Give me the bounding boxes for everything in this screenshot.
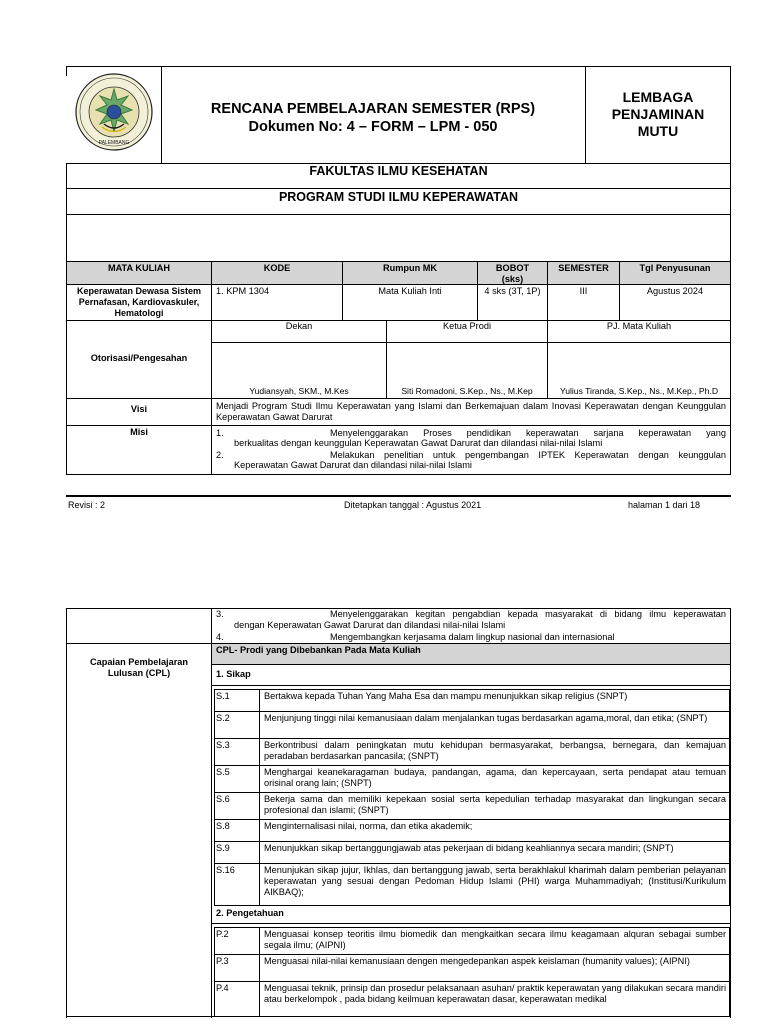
table-rule [729,792,730,819]
document-number: Dokumen No: 4 – FORM – LPM - 050 [248,119,498,135]
cpl-code: S.8 [216,821,230,831]
misi-label: Misi [130,427,148,437]
dekan-label: Dekan [285,321,313,331]
cpl-label-line1: Capaian Pembelajaran [89,657,189,667]
university-logo [74,72,154,152]
kaprodi-name: Siti Romadoni, S.Kep., Ns., M.Kep [401,386,533,396]
table-rule [214,954,730,955]
table-rule [214,1016,730,1017]
footer-halaman: halaman 1 dari 18 [628,500,701,510]
table-rule [729,819,730,841]
misi-first-2: Melakukan penelitian untuk pengembangan IPTEK Keperawatan dengan keunggulan [330,450,726,460]
col-mata-kuliah: MATA KULIAH [107,263,171,273]
institution-line3: MUTU [637,123,679,139]
otorisasi-label: Otorisasi/Pengesahan [90,353,188,363]
cpl-text: Bekerja sama dan memiliki kepekaan sosial serta kepedulian terhadap masyarakat dan lingkungan secara profesional dan islami; (SNPT) [264,794,726,815]
table-rule [214,792,215,819]
table-rule [259,954,260,981]
cpl-text: Menguasai nilai-nilai kemanusiaan dengen mengedepankan aspek keislaman (humanity values); (AIPNI) [264,956,690,966]
svg-text:PALEMBANG: PALEMBANG [98,140,130,146]
table-rule [214,841,730,842]
table-rule [259,792,260,819]
col-kode: KODE [263,263,291,273]
table-rule [259,863,260,905]
table-rule [729,927,730,954]
value-bobot: 4 sks (3T, 1P) [484,286,541,296]
value-mata-kuliah: Keperawatan Dewasa Sistem Pernafasan, Kardiovaskuler, Hematologi [76,286,202,318]
cpl-code: S.1 [216,691,230,701]
misi-rest-3: dengan Keperawatan Gawat Darurat dan dilandasi nilai-nilai Islami [234,620,506,630]
table-rule [729,954,730,981]
value-semester: III [579,286,588,296]
misi-first-3: Menyelenggarakan kegitan pengabdian kepada masyarakat di bidang ilmu keperawatan [330,609,726,619]
pj-name: Yulius Tiranda, S.Kep., Ns., M.Kep., Ph.D [559,386,719,396]
table-rule [214,765,730,766]
footer-ditetapkan: Ditetapkan tanggal : Agustus 2021 [344,500,482,510]
table-rule [214,819,215,841]
cpl-code: S.2 [216,713,230,723]
table-rule [214,905,730,906]
faculty-title: FAKULTAS ILMU KESEHATAN [309,164,488,178]
table-rule [214,765,215,792]
table-rule [259,738,260,765]
footer-revisi: Revisi : 2 [68,500,106,510]
misi-num-1: 1. [216,428,224,438]
table-rule [259,765,260,792]
table-rule [214,689,730,690]
table-rule [214,863,730,864]
cpl-label-line2: Lulusan (CPL) [107,668,171,678]
table-rule [729,689,730,711]
misi-rest-1: berkualitas dengan keunggulan Keperawatan Gawat Darurat dan dilandasi nilai-nilai Islami [234,438,603,448]
sikap-title: 1. Sikap [216,669,251,679]
cpl-code: S.5 [216,767,230,777]
col-bobot [478,263,547,285]
misi-rest-2: Keperawatan Gawat Darurat dan dilandasi nilai-nilai Islami [234,460,472,470]
cpl-text: Menjunjung tinggi nilai kemanusiaan dalam menjalankan tugas berdasarkan agama,moral, dan etika; (SNPT) [264,713,708,723]
table-rule [214,981,730,982]
cpl-text: Bertakwa kepada Tuhan Yang Maha Esa dan mampu menunjukkan sikap religius (SNPT) [264,691,628,701]
cpl-code: P.3 [216,956,229,966]
table-rule [214,711,215,738]
cpl-code: S.3 [216,740,230,750]
table-rule [214,927,730,928]
table-rule [259,711,260,738]
cpl-code: P.4 [216,983,229,993]
table-rule [729,765,730,792]
table-rule [214,981,215,1016]
cpl-text: Menguasai konsep teoritis ilmu biomedik dan mengkaitkan secara ilmu keagamaan alquran sebagai sumber segala ilmu; (AIPNI) [264,929,726,950]
cpl-text: Menginternalisasi nilai, norma, dan etika akademik; [264,821,473,831]
table-rule [211,923,731,924]
col-tgl: Tgl Penyusunan [639,263,711,273]
document-title-line1: RENCANA PEMBELAJARAN SEMESTER (RPS) [210,101,536,117]
table-rule [259,927,260,954]
table-rule [729,841,730,863]
pengetahuan-title: 2. Pengetahuan [216,908,284,918]
cpl-text: Menguasai teknik, prinsip dan prosedur pelaksanaan asuhan/ praktik keperawatan yang dilakukan secara mandiri atau berkelompok , pada bidang keilmuan keperawatan dasar, keperawatan medikal [264,983,726,1004]
table-rule [214,841,215,863]
institution-label [586,89,730,140]
table-rule [259,689,260,711]
table-rule [214,711,730,712]
table-rule [214,927,215,954]
cpl-label [67,657,211,679]
table-rule [214,689,215,711]
value-rumpun: Mata Kuliah Inti [378,286,442,296]
program-title: PROGRAM STUDI ILMU KEPERAWATAN [278,190,519,204]
value-tgl: Agustus 2024 [646,286,704,296]
misi-num-2: 2. [216,450,224,460]
table-rule [729,863,730,905]
visi-text: Menjadi Program Studi Ilmu Keperawatan yang Islami dan Berkemajuan dalam Inovasi Keperawatan dengan Keunggulan Keperawatan Gawat Darurat [216,401,726,422]
table-rule [729,981,730,1016]
cpl-code: P.2 [216,929,229,939]
table-rule [729,738,730,765]
col-bobot-line1: BOBOT [495,263,530,273]
misi-first-1: Menyelenggarakan Proses pendidikan keperawatan sarjana keperawatan yang [330,428,726,438]
table-rule [214,863,215,905]
col-rumpun: Rumpun MK [382,263,438,273]
kaprodi-label: Ketua Prodi [442,321,491,331]
table-rule [214,954,215,981]
visi-label: Visi [130,404,148,414]
institution-line1: LEMBAGA [622,89,694,105]
col-semester: SEMESTER [558,263,609,273]
cpl-code: S.9 [216,843,230,853]
cpl-code: S.6 [216,794,230,804]
cpl-header: CPL- Prodi yang Dibebankan Pada Mata Kuliah [216,645,421,655]
table-rule [259,819,260,841]
cpl-text: Berkontribusi dalam peningkatan mutu kehidupan bermasyarakat, berbangsa, bernegara, dan kemajuan peradaban berdasarkan pancasila; (SNPT) [264,740,726,761]
pj-label: PJ. Mata Kuliah [606,321,672,331]
table-rule [214,792,730,793]
misi-num-3: 3. [216,609,224,619]
document-title [161,100,585,136]
col-bobot-line2: (sks) [501,274,524,284]
cpl-text: Menunjukkan sikap bertanggungjawab atas pekerjaan di bidang keahliannya secara mandiri; (SNPT) [264,843,674,853]
cpl-text: Menunjukan sikap jujur, Ikhlas, dan bertanggung jawab, serta berakhlakul kharimah dalam pemberian pelayanan keperawatan yang sesuai dengan Pedoman Hidup Islami (PHI) warga Muhammadiyah; (Institusi/Kurikulum AIKBAQ); [264,865,726,897]
misi-num-4: 4. [216,632,224,642]
table-rule [259,841,260,863]
table-rule [729,711,730,738]
misi-first-4: Mengembangkan kerjasama dalam lingkup nasional dan internasional [330,632,615,642]
value-kode: 1. KPM 1304 [216,286,270,296]
cpl-text: Menghargai keanekaragaman budaya, pandangan, agama, dan kepercayaan, serta pendapat atau temuan orisinal orang lain; (SNPT) [264,767,726,788]
institution-line2: PENJAMINAN [611,106,705,122]
table-rule [259,981,260,1016]
table-rule [214,738,215,765]
table-rule [214,738,730,739]
table-rule [214,819,730,820]
cpl-code: S.16 [216,865,235,875]
footer-rule [66,495,731,497]
dekan-name: Yudiansyah, SKM., M.Kes [249,386,349,396]
